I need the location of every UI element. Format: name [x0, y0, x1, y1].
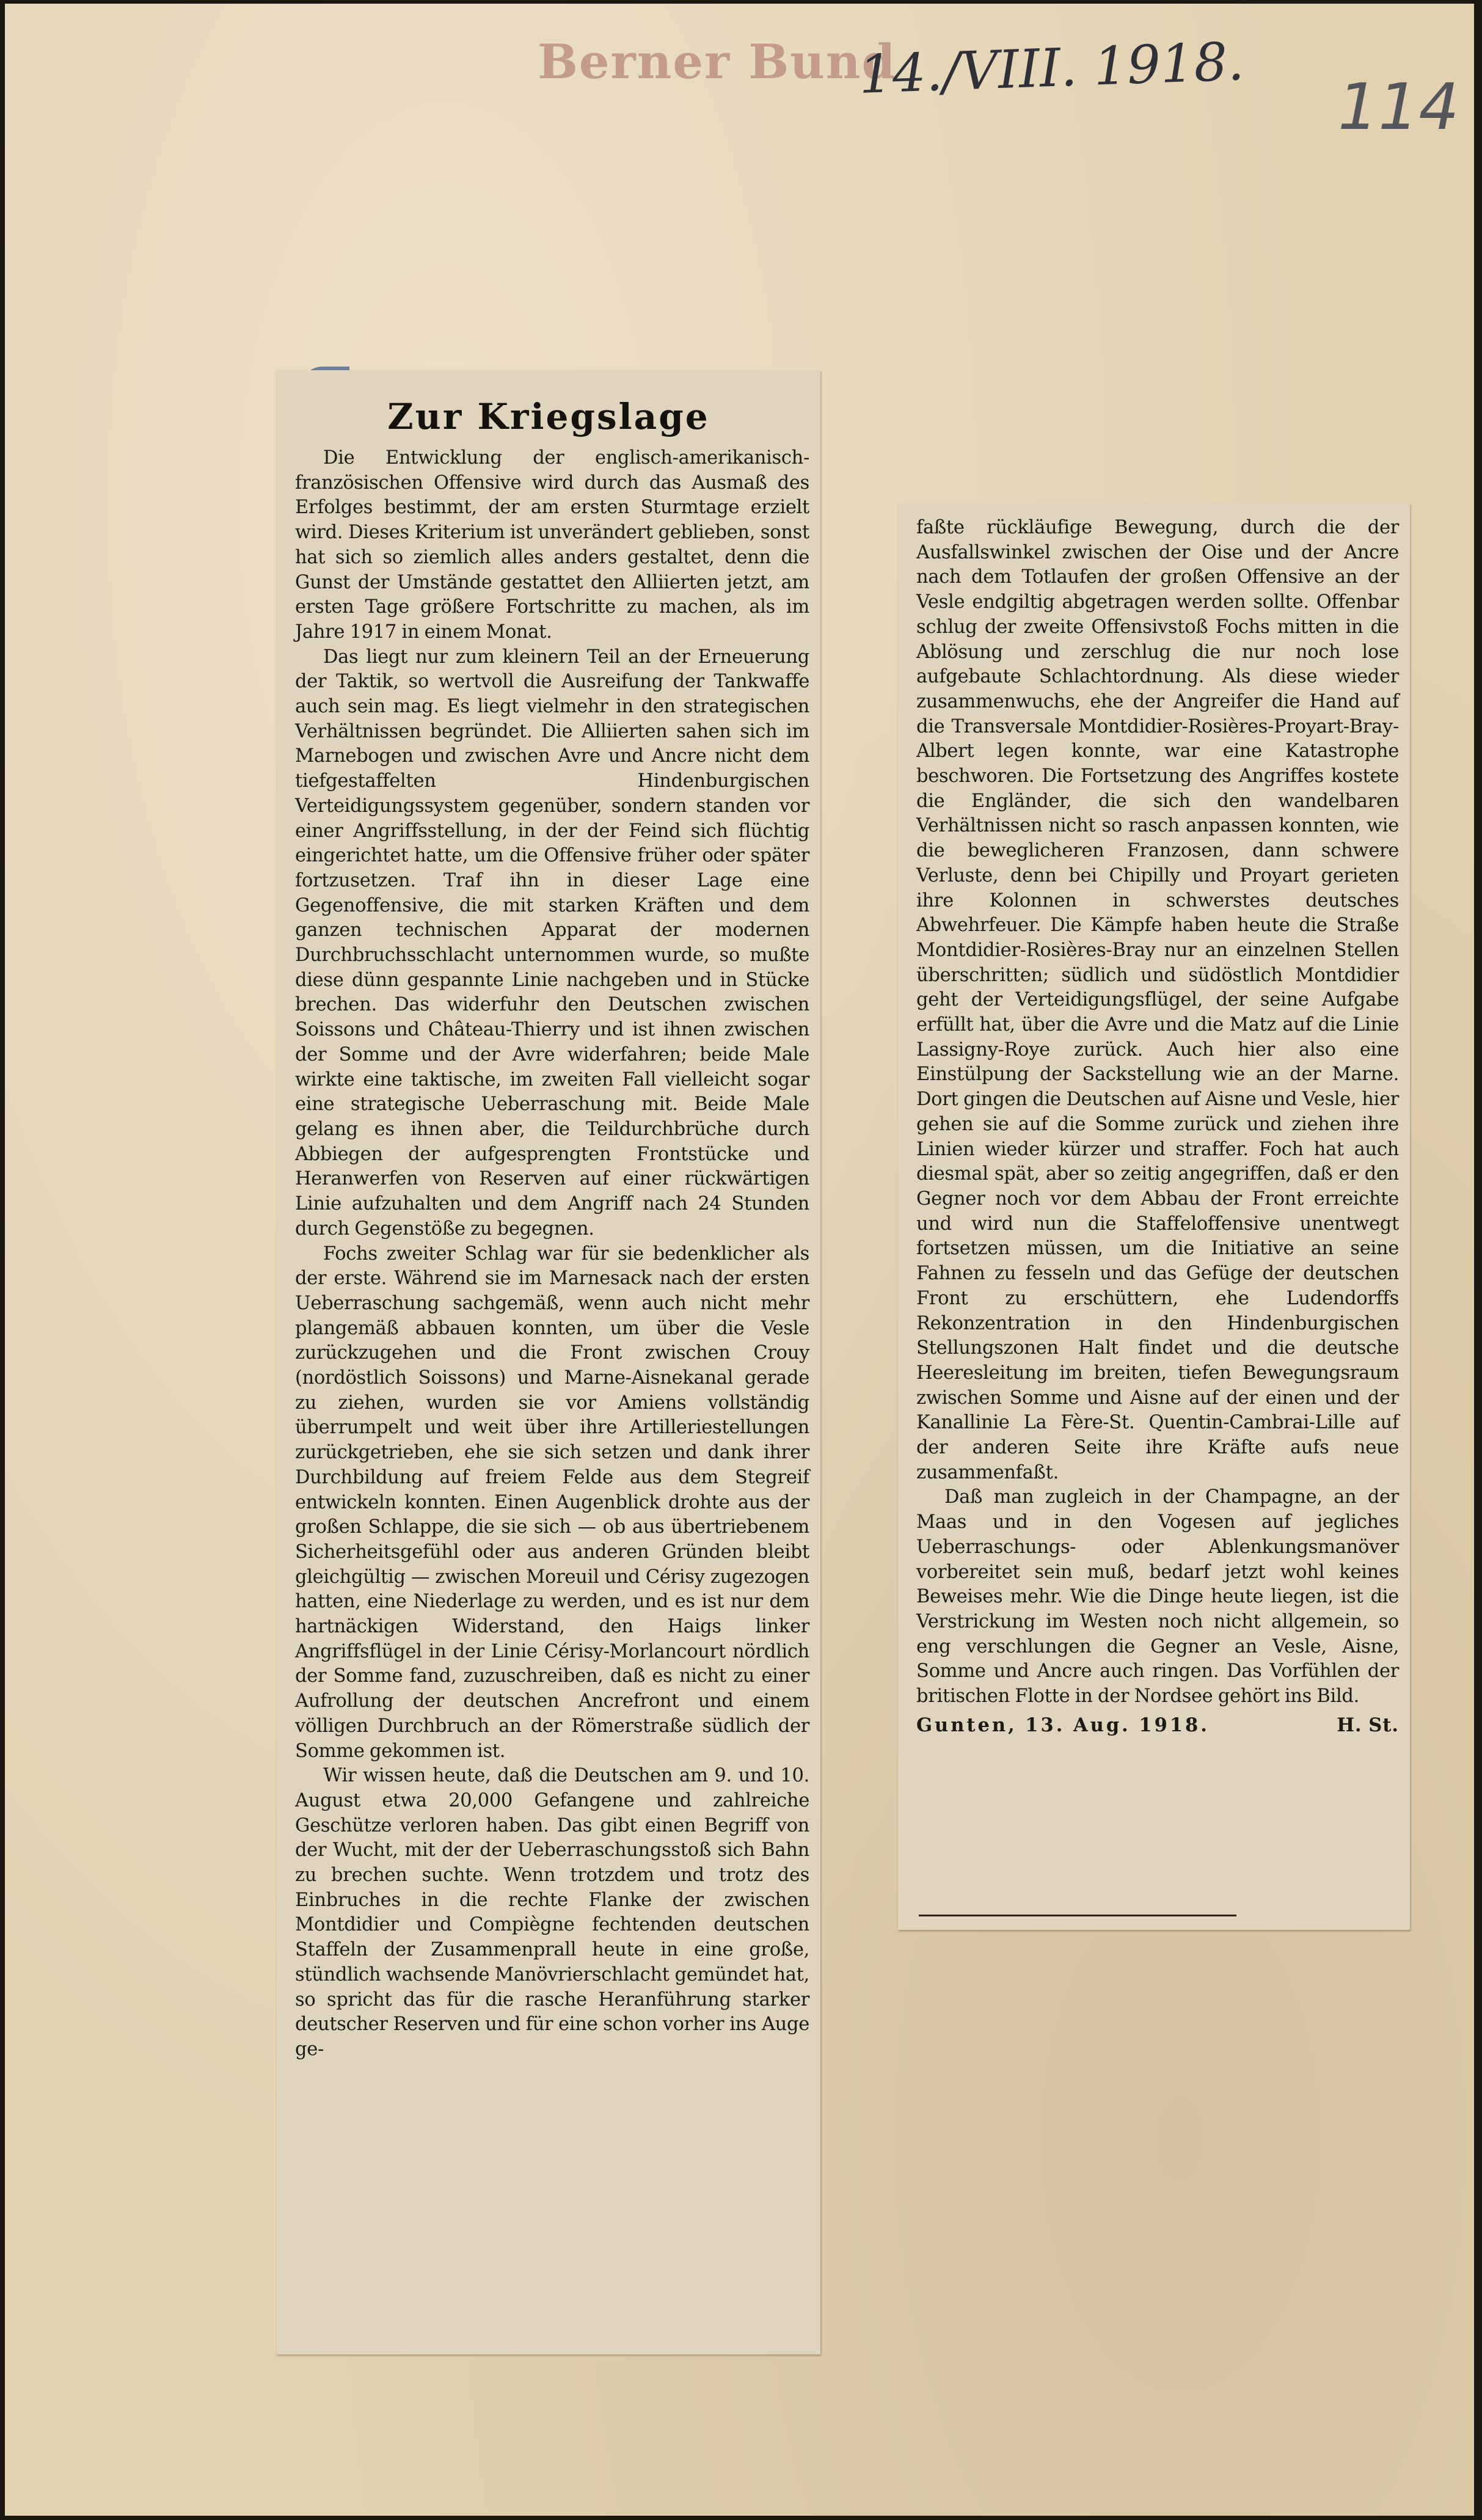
paragraph: Das liegt nur zum kleinern Teil an der Erneuerung der Taktik, so wertvoll die Ausreifung der Tankwaffe auch sein mag. Es liegt vielmehr in den strategischen Verhältnissen begründet. Die Alliierten sahen sich im Marnebogen und zwischen Avre und Ancre nicht dem tiefgestaffelten Hindenburgischen Verteidigungssystem gegenüber, sondern standen vor einer Angriffsstellung, in der der Feind sich flüchtig eingerichtet hatte, um die Offensive früher oder später fortzusetzen. Traf ihn in dieser Lage eine Gegenoffensive, die mit starken Kräften und dem ganzen technischen Apparat der modernen Durchbruchsschlacht unternommen wurde, so mußte diese dünn gespannte Linie nachgeben und in Stücke brechen. Das widerfuhr den Deutschen zwischen Soissons und Château-Thierry und ist ihnen zwischen der Somme und der Avre widerfahren; beide Male wirkte eine taktische, im zweiten Fall vielleicht sogar eine strategische Ueberraschung mit. Beide Male gelang es ihnen aber, die Teildurchbrüche durch Abbiegen der aufgesprengten Frontstücke und Heranwerfen von Reserven auf einer rückwärtigen Linie aufzuhalten und dem Angriff nach 24 Stunden durch Gegenstöße zu begegnen. [295, 646, 809, 1240]
paragraph: Die Entwicklung der englisch-amerikanisch-französischen Offensive wird durch das Ausmaß des Erfolges bestimmt, der am ersten Sturmtage erzielt wird. Dieses Kriterium ist unverändert geblieben, sonst hat sich so ziemlich alles anders gestaltet, denn die Gunst der Umstände gestattet den Alliierten jetzt, am ersten Tage größere Fortschritte zu machen, als im Jahre 1917 in einem Monat. [295, 447, 809, 643]
paragraph: Daß man zugleich in der Champagne, an der Maas und in den Vogesen auf jegliches Ueberraschungs- oder Ablenkungsmanöver vorbereitet sein muß, bedarf jetzt wohl keines Beweises mehr. Wie die Dinge heute liegen, ist die Verstrickung im Westen noch nicht allgemein, so eng verschlungen die Gegner an Vesle, Aisne, Somme und Ancre auch ringen. Das Vorfühlen der britischen Flotte in der Nordsee gehört ins Bild. [916, 1486, 1399, 1707]
page-number: 114 [1338, 70, 1459, 144]
paragraph: Fochs zweiter Schlag war für sie bedenklicher als der erste. Während sie im Marnesack nach der ersten Ueberraschung sachgemäß, wenn auch nicht mehr plangemäß abbauen konnten, um über die Vesle zurückzugehen und die Front zwischen Crouy (nordöstlich Soissons) und Marne-Aisnekanal gerade zu ziehen, wurden sie vor Amiens vollständig überrumpelt und weit über ihre Artilleriestellungen zurückgetrieben, ehe sie sich setzen und dank ihrer Durchbildung auf freiem Felde aus dem Stegreif entwickeln konnten. Einen Augenblick drohte aus der großen Schlappe, die sie sich — ob aus übertriebenem Sicherheitsgefühl oder aus anderen Gründen bleibt gleichgültig — zwischen Moreuil und Cérisy zugezogen hatten, eine Niederlage zu werden, und es ist nur dem hartnäckigen Widerstand, den Haigs linker Angriffsflügel in der Linie Cérisy-Morlancourt nördlich der Somme fand, zuzuschreiben, daß es nicht zu einer Aufrollung der deutschen Ancrefront und einem völligen Durchbruch an der Römerstraße südlich der Somme gekommen ist. [295, 1243, 809, 1762]
article-right-column [916, 516, 1399, 1737]
handwritten-date: 14./VIII. 1918. [858, 31, 1246, 106]
paragraph: faßte rückläufige Bewegung, durch die der Ausfallswinkel zwischen der Oise und der Ancre nach dem Totlaufen der großen Offensive an der Vesle endgiltig abgetragen werden sollte. Offenbar schlug der zweite Offensivstoß Fochs mitten in die Ablösung und zerschlug die nur noch lose aufgebaute Schlachtordnung. Als diese wieder zusammenwuchs, ehe der Angreifer die Hand auf die Transversale Montdidier-Rosières-Proyart-Bray-Albert legen konnte, war eine Katastrophe beschworen. Die Fortsetzung des Angriffes kostete die Engländer, die sich den wandelbaren Verhältnissen nicht so rasch anpassen konnten, wie die beweglicheren Franzosen, dann schwere Verluste, denn bei Chipilly und Proyart gerieten ihre Kolonnen in schwerstes deutsches Abwehrfeuer. Die Kämpfe haben heute die Straße Montdidier-Rosières-Bray nur an einzelnen Stellen überschritten; südlich und südöstlich Montdidier geht der Verteidigungsflügel, der seine Aufgabe erfüllt hat, über die Avre und die Matz auf die Linie Lassigny-Roye zurück. Auch hier also eine Einstülpung der Sackstellung wie an der Marne. Dort gingen die Deutschen auf Aisne und Vesle, hier gehen sie auf die Somme zurück und ziehen ihre Linien wieder kürzer und straffer. Foch hat auch diesmal spät, aber so zeitig angegriffen, daß er den Gegner noch vor dem Abbau der Front erreichte und wird nun die Staffeloffensive unentwegt fortsetzen müssen, um die Initiative an seine Fahnen zu fesseln und das Gefüge der deutschen Front zu erschüttern, ehe Ludendorffs Rekonzentration in den Hindenburgischen Stellungszonen Halt findet und die deutsche Heeresleitung im breiten, tiefen Bewegungsraum zwischen Somme und Aisne auf der einen und der Kanallinie La Fère-St. Quentin-Cambrai-Lille auf der anderen Seite ihre Kräfte aufs neue zusammenfaßt. [916, 517, 1399, 1483]
article-footer [916, 1713, 1399, 1738]
newspaper-stamp: Berner Bund [538, 34, 897, 90]
dateline: Gunten, 13. Aug. 1918. [916, 1714, 1210, 1736]
paragraph: Wir wissen heute, daß die Deutschen am 9. und 10. August etwa 20,000 Gefangene und zahlreiche Geschütze verloren haben. Das gibt einen Begriff von der Wucht, mit der der Ueberraschungsstoß sich Bahn zu brechen suchte. Wenn trotzdem und trotz des Einbruches in die rechte Flanke der zwischen Montdidier und Compiègne fechtenden deutschen Staffeln der Zusammenprall heute in eine große, stündlich wachsende Manövrierschlacht gemündet hat, so spricht das für die rasche Heranführung starker deutscher Reserven und für eine schon vorher ins Auge ge- [295, 1765, 809, 2060]
clipping-left-column [277, 370, 820, 2354]
clipping-right-column [898, 503, 1410, 1930]
archive-sheet [5, 4, 1474, 2516]
article-headline: Zur Kriegslage [387, 396, 710, 437]
author-signature: H. St. [1337, 1714, 1399, 1736]
footer-rule [919, 1915, 1236, 1916]
article-left-column [295, 446, 809, 2062]
